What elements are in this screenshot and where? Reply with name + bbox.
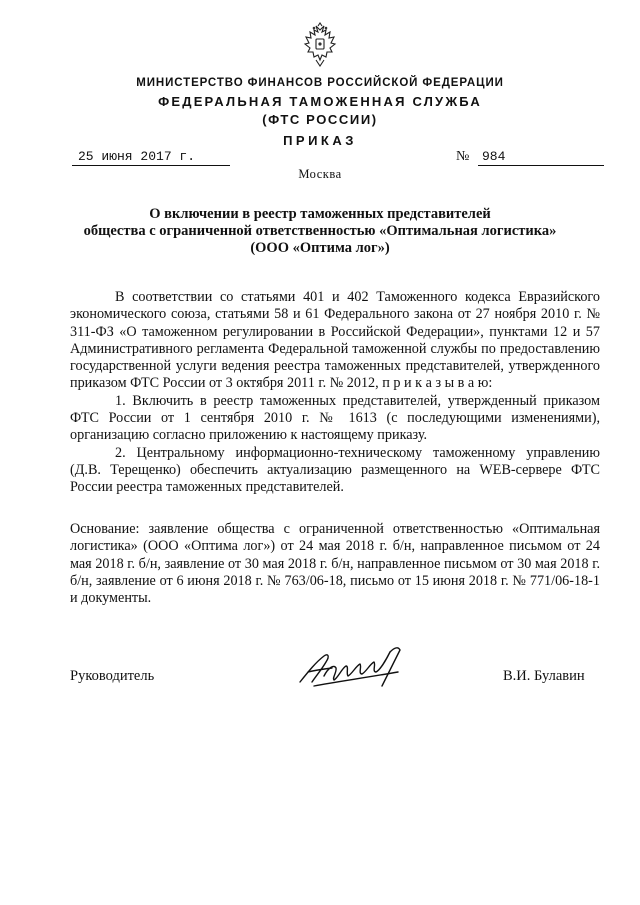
preamble-paragraph [70, 289, 600, 393]
service-name: ФЕДЕРАЛЬНАЯ ТАМОЖЕННАЯ СЛУЖБА [158, 94, 482, 109]
order-item-1: 1. Включить в реестр таможенных представителей, утвержденный приказом ФТС России от 1 сентября 2010 г. № 1613 (с последующими изменениями), организацию согласно приложению к настоящему приказу. [70, 392, 600, 444]
order-body [70, 289, 600, 497]
order-title [0, 206, 640, 257]
order-title-line: (ООО «Оптима лог») [250, 240, 390, 256]
basis-section [70, 521, 600, 607]
service-abbreviation: (ФТС РОССИИ) [262, 112, 378, 127]
order-item-2: 2. Центральному информационно-техническому таможенному управлению (Д.В. Терещенко) обеспечить актуализацию размещенного на WEB-сервере ФТС России реестра таможенных представителей. [70, 444, 600, 496]
ministry-name: МИНИСТЕРСТВО ФИНАНСОВ РОССИЙСКОЙ ФЕДЕРАЦИИ [136, 77, 504, 89]
preamble-text: В соответствии со статьями 401 и 402 Таможенного кодекса Евразийского экономического союза, статьями 58 и 61 Федерального закона от 27 ноября 2010 г. № 311-ФЗ «О таможенном регулировании в Российской Федерации», пунктами 12 и 57 Административного регламента Федеральной таможенной службы по предоставлению государственной услуги ведения реестра таможенных представителей, утвержденного приказом ФТС России от 3 октября 2011 г. № 2012, [70, 289, 600, 392]
order-title-line: О включении в реестр таможенных представителей [149, 206, 491, 222]
signer-name: В.И. Булавин [503, 668, 585, 684]
order-number-sign: № [456, 149, 470, 164]
order-number: 984 [478, 149, 604, 166]
signature-icon [294, 642, 414, 694]
signer-role: Руководитель [70, 668, 155, 684]
state-emblem-icon [302, 22, 338, 68]
order-directive: п р и к а з ы в а ю: [382, 375, 493, 392]
order-title-line: общества с ограниченной ответственностью «Оптимальная логистика» [83, 223, 557, 239]
order-date: 25 июня 2017 г. [72, 149, 230, 166]
document-type: ПРИКАЗ [283, 133, 357, 148]
city: Москва [298, 167, 342, 181]
basis-paragraph: Основание: заявление общества с ограниченной ответственностью «Оптимальная логистика» (ООО «Оптима лог») от 24 мая 2018 г. б/н, направленное письмом от 24 мая 2018 г. б/н, заявление от 30 мая 2018 г. б/н, направленное письмом от 30 мая 2018 г. б/н, заявление от 6 июня 2018 г. № 763/06-18, письмо от 15 июня 2018 г. № 771/06-18-1 и документы. [70, 521, 600, 607]
